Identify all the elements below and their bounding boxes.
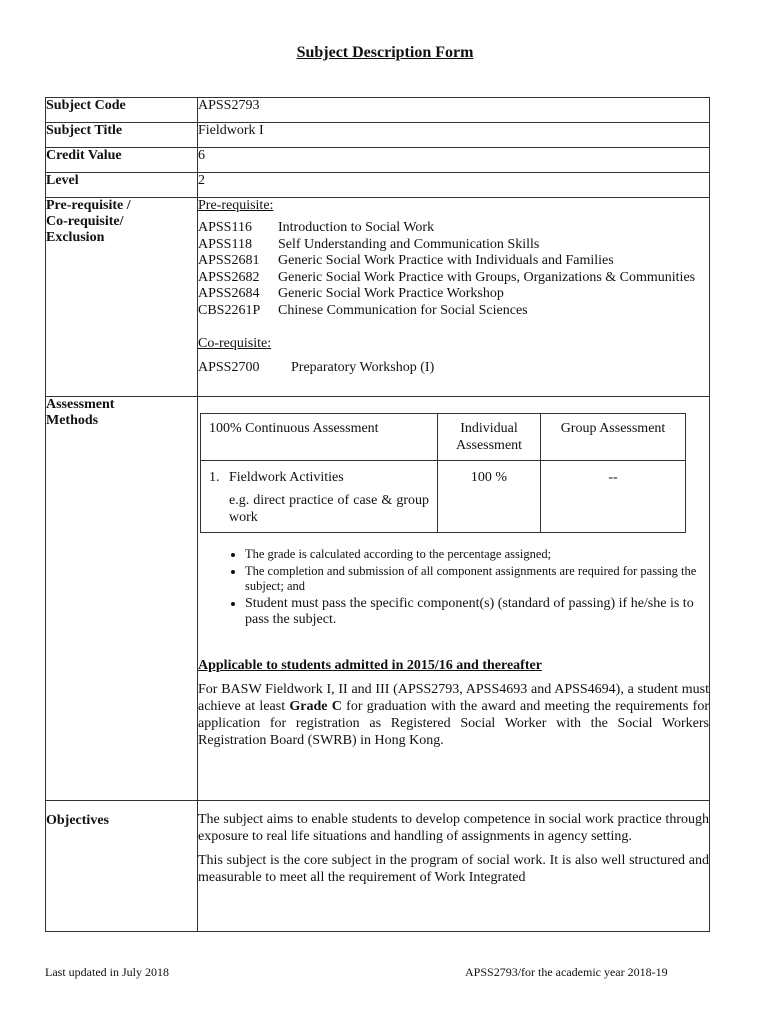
- prereq-item: [198, 303, 709, 320]
- assessment-col-continuous: 100% Continuous Assessment: [201, 414, 438, 461]
- prereq-name: Self Understanding and Communication Skills: [278, 236, 540, 252]
- row-requisites: [46, 198, 710, 397]
- requisites-label-line1: Pre-requisite /: [46, 198, 131, 213]
- row-subject-title: [46, 123, 710, 148]
- prereq-code: APSS2682: [198, 269, 260, 285]
- assessment-note: • The completion and submission of all component assignments are required for passing the subject; and: [245, 564, 709, 594]
- row-credit-value: [46, 148, 710, 173]
- prereq-item: [198, 237, 709, 254]
- assessment-item-cell: [201, 461, 438, 533]
- assessment-header-row: [201, 414, 686, 461]
- prereq-name: Generic Social Work Practice with Individuals and Families: [278, 253, 614, 268]
- objectives-label: Objectives: [46, 801, 198, 932]
- prereq-name: Generic Social Work Practice Workshop: [278, 286, 504, 301]
- assessment-item: [209, 469, 429, 486]
- assessment-item-name: Fieldwork Activities: [229, 470, 344, 485]
- prereq-code: APSS118: [198, 236, 252, 252]
- subject-table: [45, 97, 710, 932]
- level-value: 2: [198, 173, 710, 198]
- para-text: for graduation with the award and meeting the requirements for application for registration as Registered Social Worker with the Social Workers Registration Board (SWRB) in Hong Kong.: [198, 699, 709, 748]
- prereq-list: [198, 220, 709, 319]
- credit-value-label: Credit Value: [46, 148, 198, 173]
- assessment-note: • The grade is calculated according to the percentage assigned;: [245, 547, 709, 562]
- para-text: For BASW Fieldwork I, II and III (APSS2793, APSS4693 and APSS4694), a student must achieve at least: [198, 682, 709, 714]
- objectives-paragraph: The subject aims to enable students to develop competence in social work practice through exposure to real life situations and handling of assignments in agency setting.: [198, 812, 709, 844]
- prereq-item: [198, 286, 709, 303]
- assessment-table: [200, 413, 686, 533]
- assessment-item-num: 1.: [209, 470, 220, 485]
- assessment-value: [198, 397, 710, 801]
- coreq-code: APSS2700: [198, 360, 260, 375]
- page-title: Subject Description Form: [296, 44, 474, 61]
- coreq-item: [198, 360, 709, 376]
- coreq-heading: Co-requisite:: [198, 336, 272, 351]
- row-subject-code: [46, 98, 710, 123]
- row-level: [46, 173, 710, 198]
- credit-value-value: 6: [198, 148, 710, 173]
- prereq-code: APSS2681: [198, 253, 260, 268]
- row-objectives: [46, 801, 710, 932]
- objectives-paragraph: This subject is the core subject in the program of social work. It is also well structured and measurable to meet all the requirement of Work Integrated: [198, 853, 709, 885]
- assessment-row: [201, 461, 686, 533]
- assessment-item-individual: 100 %: [438, 461, 541, 533]
- requisites-label-line3: Exclusion: [46, 230, 105, 245]
- prereq-name: Introduction to Social Work: [278, 220, 435, 235]
- assessment-notes: [198, 547, 709, 628]
- prereq-heading: Pre-requisite:: [198, 198, 274, 213]
- row-assessment: [46, 397, 710, 801]
- assessment-label-line2: Methods: [46, 413, 99, 428]
- prereq-code: APSS116: [198, 220, 252, 235]
- subject-code-label: Subject Code: [46, 98, 198, 123]
- coreq-name: Preparatory Workshop (I): [291, 360, 435, 375]
- objectives-value: [198, 801, 710, 932]
- subject-title-value: Fieldwork I: [198, 123, 710, 148]
- requisites-label: [46, 198, 198, 397]
- assessment-note: • Student must pass the specific component(s) (standard of passing) if he/she is to pass the subject.: [245, 596, 709, 628]
- requisites-value: [198, 198, 710, 397]
- coreq-section: [198, 336, 709, 376]
- subject-code-value: APSS2793: [198, 98, 710, 123]
- assessment-label: [46, 397, 198, 801]
- footer-last-updated: Last updated in July 2018: [45, 965, 169, 979]
- prereq-code: CBS2261P: [198, 302, 261, 318]
- assessment-label-line1: Assessment: [46, 397, 115, 412]
- assessment-col-group: Group Assessment: [541, 414, 686, 461]
- prereq-name: Chinese Communication for Social Sciences: [278, 302, 528, 318]
- applicable-paragraph: [198, 681, 709, 749]
- assessment-item-group: --: [541, 461, 686, 533]
- footer-academic-year: APSS2793/for the academic year 2018-19: [465, 965, 668, 979]
- level-label: Level: [46, 173, 198, 198]
- para-bold: Grade C: [289, 699, 342, 714]
- prereq-item: [198, 220, 709, 237]
- assessment-item-example: e.g. direct practice of case & group work: [229, 493, 429, 525]
- prereq-name: Generic Social Work Practice with Groups, Organizations & Communities: [278, 269, 696, 285]
- prereq-item: [198, 253, 709, 270]
- assessment-col-individual: Individual Assessment: [438, 414, 541, 461]
- applicable-heading: Applicable to students admitted in 2015/16 and thereafter: [198, 658, 542, 673]
- subject-title-label: Subject Title: [46, 123, 198, 148]
- requisites-label-line2: Co-requisite/: [46, 214, 124, 229]
- prereq-code: APSS2684: [198, 286, 260, 301]
- prereq-item: [198, 270, 709, 287]
